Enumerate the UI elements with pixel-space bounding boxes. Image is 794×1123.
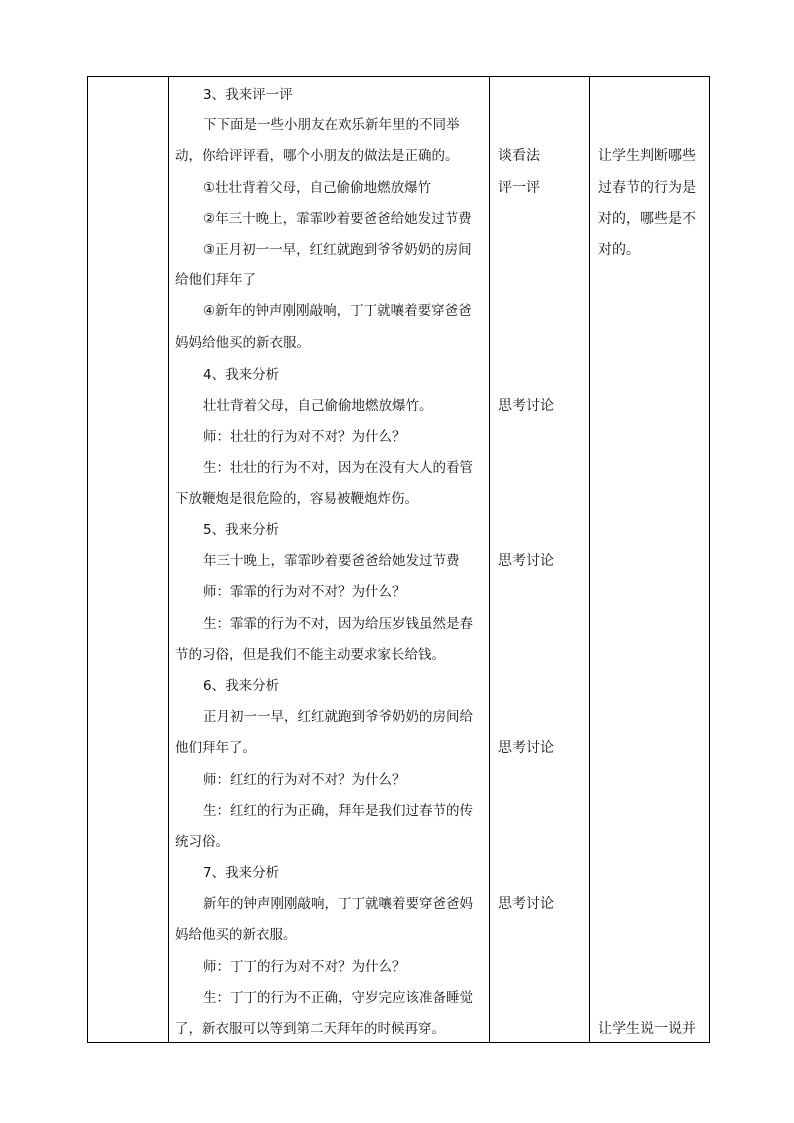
student-activity-text: 思考讨论 [498, 553, 554, 569]
activity-text-line: 师：红红的行为对不对？为什么？ [203, 772, 406, 788]
activity-text-line: 生：红红的行为正确，拜年是我们过春节的传 [203, 803, 473, 819]
activity-text-line: 节的习俗，但是我们不能主动要求家长给钱。 [175, 647, 445, 663]
student-activity-text: 思考讨论 [498, 398, 554, 414]
student-activity-text: 评一评 [498, 180, 540, 196]
activity-text-line: 统习俗。 [175, 834, 229, 850]
activity-text-line: 生：壮壮的行为不对，因为在没有大人的看管 [203, 460, 473, 476]
activity-text-line: 4、我来分析 [203, 367, 280, 383]
activity-text-line: 了，新衣服可以等到第二天拜年的时候再穿。 [175, 1021, 445, 1037]
activity-text-line: 生：丁丁的行为不正确，守岁完应该准备睡觉 [203, 990, 473, 1006]
design-intent-text: 让学生判断哪些 [598, 148, 696, 164]
student-activities-cell [490, 77, 590, 1043]
activity-text-line: 动，你给评评看，哪个小朋友的做法是正确的。 [175, 148, 459, 164]
activity-text-line: 正月初一一早，红红就跑到爷爷奶奶的房间给 [203, 709, 473, 725]
activity-text-line: 新年的钟声刚刚敲响，丁丁就嚷着要穿爸爸妈 [203, 896, 473, 912]
activity-text-line: ③正月初一一早，红红就跑到爷爷奶奶的房间 [203, 242, 472, 258]
activity-text-line: 给他们拜年了 [175, 272, 256, 288]
student-activity-text: 谈看法 [498, 148, 540, 164]
activity-text-line: 6、我来分析 [203, 678, 280, 694]
activity-text-line: 妈给他买的新衣服。 [175, 927, 297, 943]
activity-text-line: 下放鞭炮是很危险的，容易被鞭炮炸伤。 [175, 491, 418, 507]
activity-text-line: 壮壮背着父母，自己偷偷地燃放爆竹。 [203, 398, 433, 414]
activity-text-line: 下下面是一些小朋友在欢乐新年里的不同举 [203, 117, 460, 133]
activity-text-line: 师：霏霏的行为对不对？为什么？ [203, 584, 406, 600]
design-intent-text: 对的，哪些是不 [598, 211, 696, 227]
activity-text-line: 年三十晚上，霏霏吵着要爸爸给她发过节费 [203, 553, 460, 569]
lesson-plan-table [87, 76, 710, 1043]
table-row [88, 77, 710, 1043]
activity-text-line: 师：丁丁的行为对不对？为什么？ [203, 959, 406, 975]
teaching-activities-cell [169, 77, 490, 1043]
design-intent-cell [590, 77, 710, 1043]
activity-text-line: ①壮壮背着父母，自己偷偷地燃放爆竹 [203, 180, 432, 196]
activity-text-line: 师：壮壮的行为对不对？为什么？ [203, 429, 406, 445]
activity-text-line: ④新年的钟声刚刚敲响，丁丁就嚷着要穿爸爸 [203, 303, 472, 319]
student-activity-text: 思考讨论 [498, 740, 554, 756]
activity-text-line: 他们拜年了。 [175, 740, 256, 756]
empty-column-cell [88, 77, 169, 1043]
design-intent-text: 对的。 [598, 242, 640, 258]
activity-text-line: 3、我来评一评 [203, 87, 293, 103]
student-activity-text: 思考讨论 [498, 896, 554, 912]
design-intent-text: 让学生说一说并 [598, 1021, 696, 1037]
activity-text-line: 生：霏霏的行为不对，因为给压岁钱虽然是春 [203, 616, 473, 632]
design-intent-text: 过春节的行为是 [598, 180, 696, 196]
activity-text-line: 妈妈给他买的新衣服。 [175, 335, 310, 351]
activity-text-line: ②年三十晚上，霏霏吵着要爸爸给她发过节费 [203, 211, 472, 227]
activity-text-line: 5、我来分析 [203, 522, 280, 538]
activity-text-line: 7、我来分析 [203, 865, 280, 881]
